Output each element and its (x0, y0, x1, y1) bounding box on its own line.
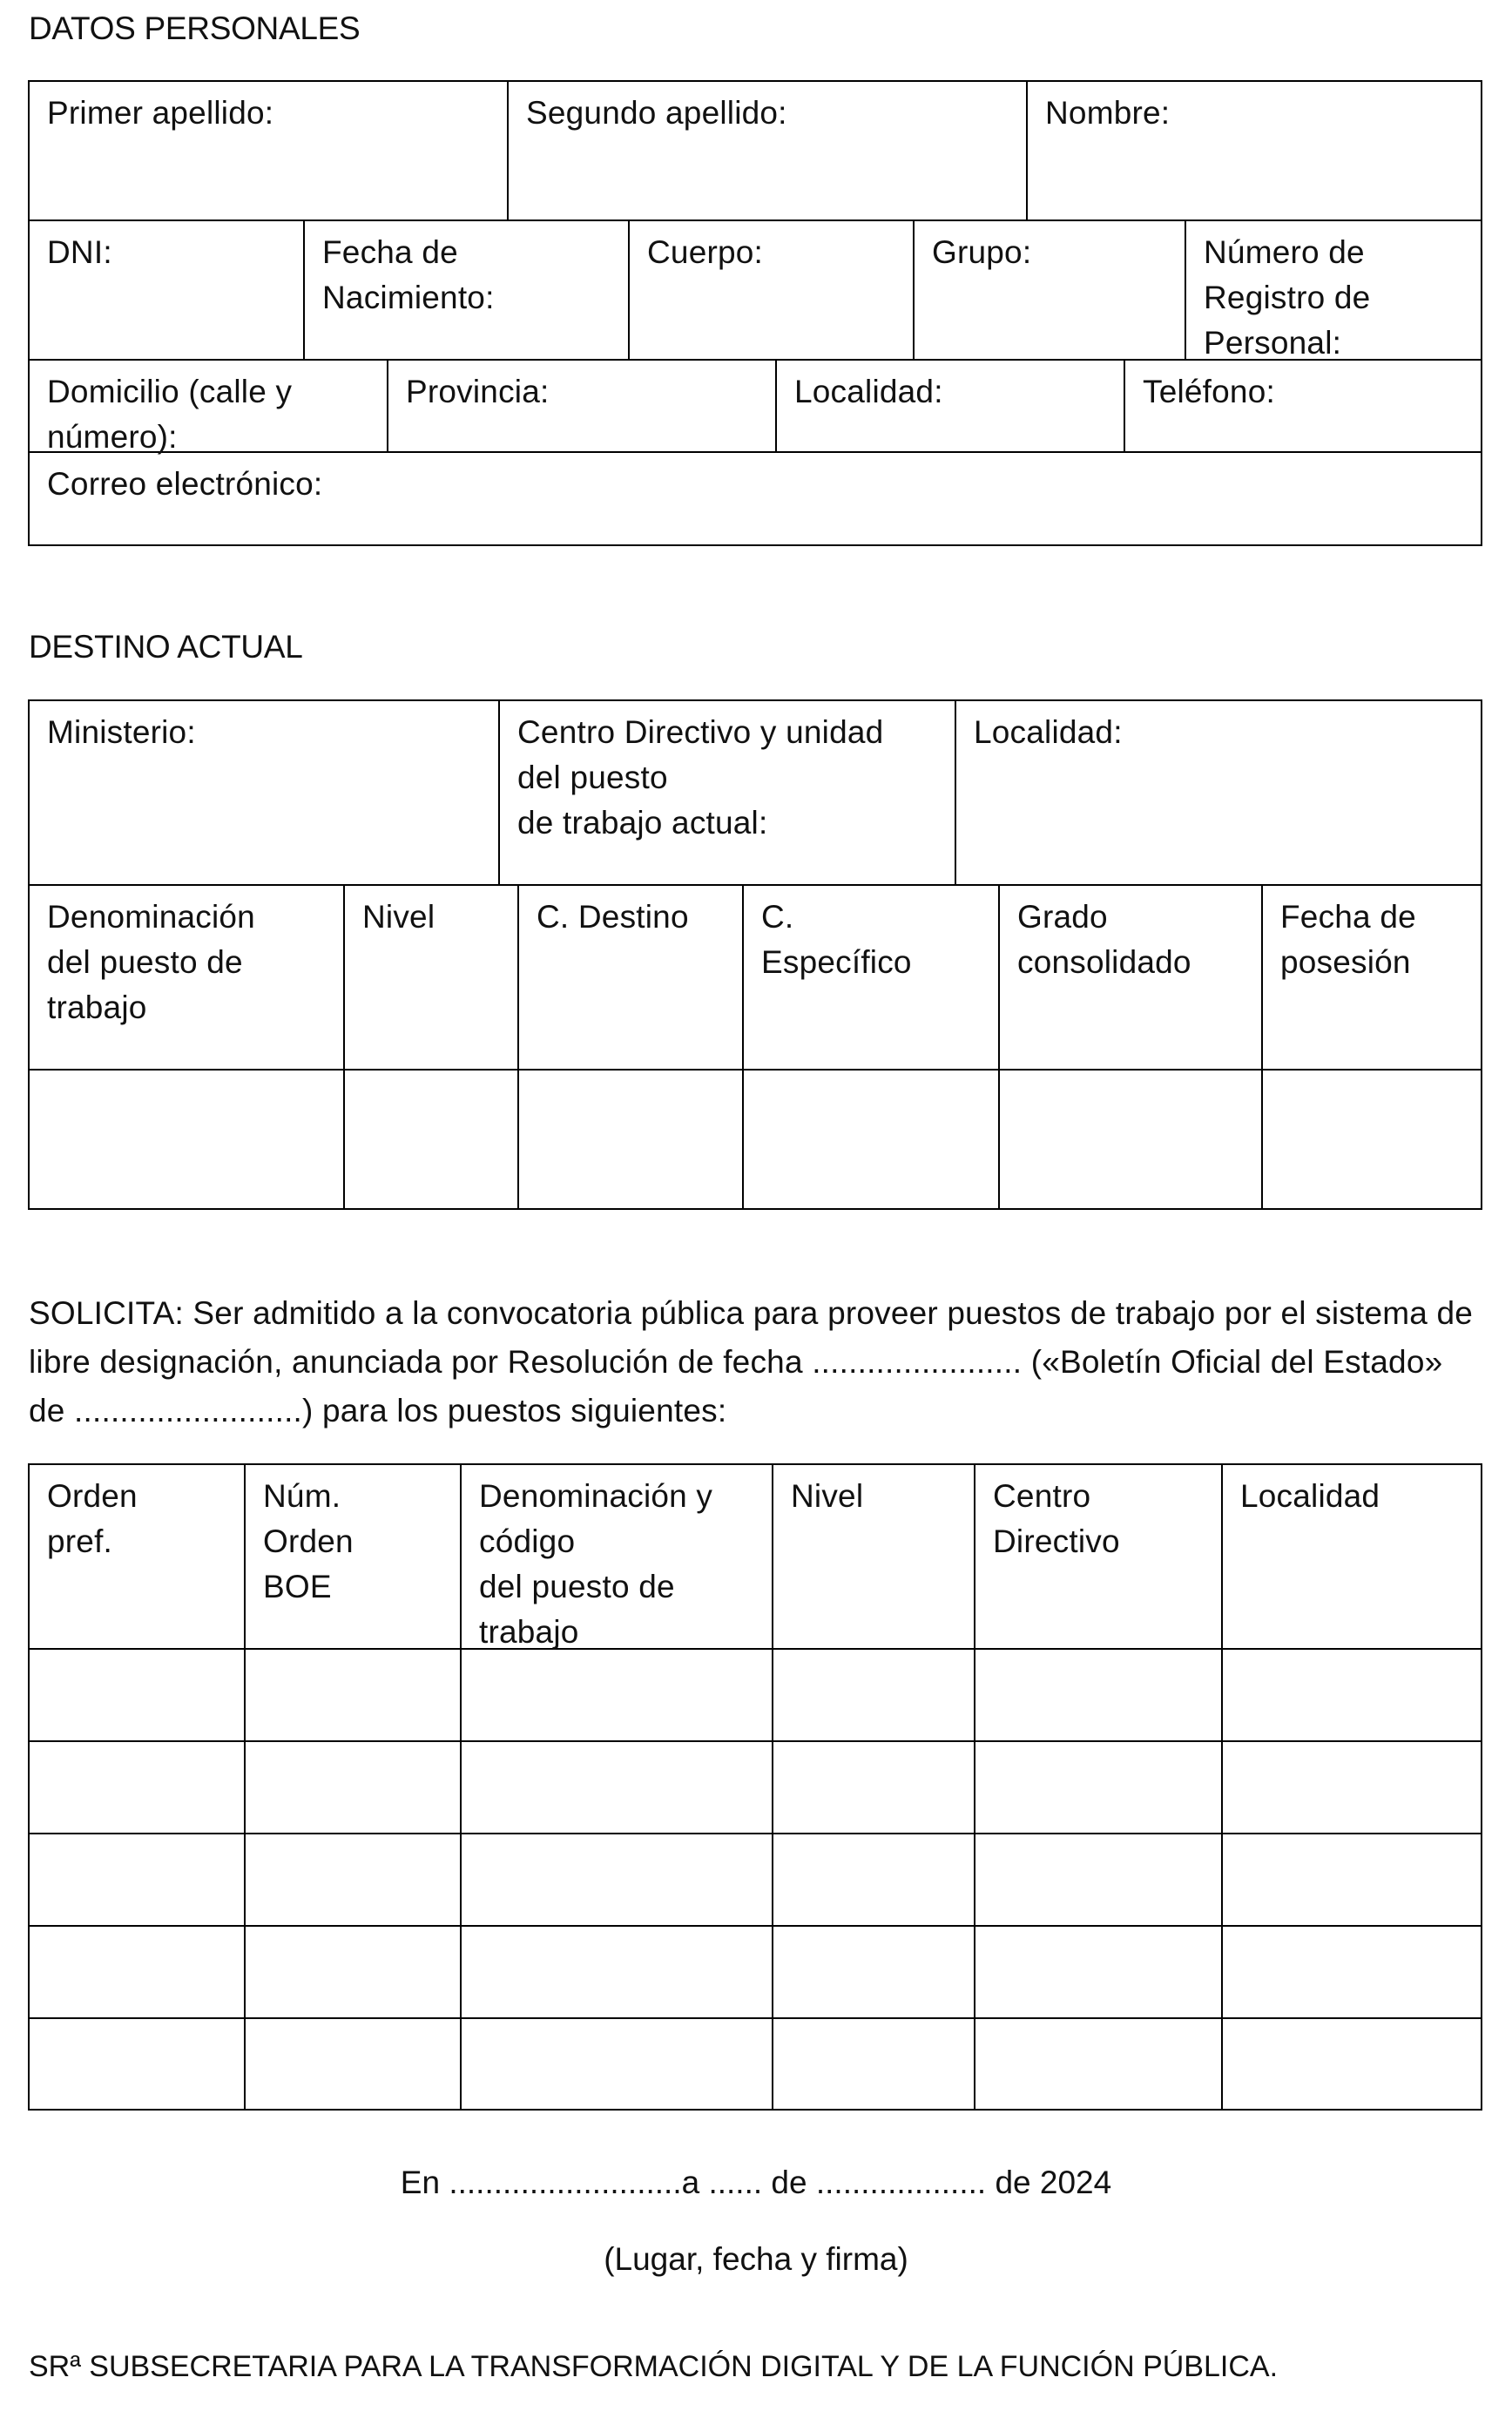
field-telefono[interactable]: Teléfono: (1125, 361, 1482, 453)
section-heading-datos-personales: DATOS PERSONALES (29, 10, 361, 46)
table-cell[interactable] (462, 2019, 773, 2111)
table-cell[interactable] (462, 1927, 773, 2019)
table-cell[interactable] (246, 1650, 462, 1742)
destino-actual-table (28, 699, 1482, 1210)
table-cell[interactable] (30, 1650, 246, 1742)
table-cell[interactable] (30, 1927, 246, 2019)
header-centro-directivo: Centro Directivo (975, 1465, 1223, 1650)
table-cell[interactable] (773, 1834, 975, 1927)
addressee-line: SRª SUBSECRETARIA PARA LA TRANSFORMACIÓN DIGITAL Y DE LA FUNCIÓN PÚBLICA. (29, 2350, 1279, 2383)
table-cell[interactable] (30, 1834, 246, 1927)
table-cell[interactable] (246, 2019, 462, 2111)
field-localidad[interactable]: Localidad: (777, 361, 1125, 453)
field-localidad-destino[interactable]: Localidad: (956, 701, 1482, 886)
field-nombre[interactable]: Nombre: (1028, 82, 1482, 221)
table-cell[interactable] (975, 1742, 1223, 1834)
header-num-orden-boe: Núm. Orden BOE (246, 1465, 462, 1650)
signature-date-line[interactable]: En ..........................a ...... de ................... de 2024 (400, 2165, 1112, 2200)
section-heading-destino-actual: DESTINO ACTUAL (29, 629, 303, 665)
field-centro-directivo-unidad[interactable]: Centro Directivo y unidad del puesto de trabajo actual: (500, 701, 956, 886)
table-cell[interactable] (975, 1650, 1223, 1742)
table-cell[interactable] (773, 1650, 975, 1742)
table-cell[interactable] (975, 2019, 1223, 2111)
datos-personales-table (28, 80, 1482, 546)
table-cell[interactable] (462, 1834, 773, 1927)
field-provincia[interactable]: Provincia: (388, 361, 777, 453)
header-c-destino: C. Destino (519, 886, 744, 1071)
header-denominacion-puesto: Denominación del puesto de trabajo (30, 886, 345, 1071)
solicita-paragraph: SOLICITA: Ser admitido a la convocatoria pública para proveer puestos de trabajo por el sistema de libre designación, anunciada por Resolución de fecha ....................... («Boletín Oficial del Estado» de .........................) para los puestos siguientes: (29, 1295, 1474, 1429)
table-cell[interactable] (30, 2019, 246, 2111)
header-denominacion-codigo: Denominación y código del puesto de trabajo (462, 1465, 773, 1650)
field-segundo-apellido[interactable]: Segundo apellido: (509, 82, 1028, 221)
table-cell[interactable] (246, 1742, 462, 1834)
input-denominacion-puesto[interactable] (30, 1071, 345, 1210)
input-fecha-posesion[interactable] (1263, 1071, 1482, 1210)
field-correo-electronico[interactable]: Correo electrónico: (30, 453, 1482, 546)
table-cell[interactable] (1223, 2019, 1482, 2111)
header-c-especifico: C. Específico (744, 886, 1000, 1071)
field-ministerio[interactable]: Ministerio: (30, 701, 500, 886)
header-localidad-puesto: Localidad (1223, 1465, 1482, 1650)
input-c-destino[interactable] (519, 1071, 744, 1210)
table-cell[interactable] (773, 1742, 975, 1834)
signature-caption: (Lugar, fecha y firma) (604, 2241, 908, 2277)
table-cell[interactable] (246, 1834, 462, 1927)
table-cell[interactable] (1223, 1834, 1482, 1927)
table-cell[interactable] (30, 1742, 246, 1834)
table-cell[interactable] (1223, 1742, 1482, 1834)
input-grado-consolidado[interactable] (1000, 1071, 1263, 1210)
field-grupo[interactable]: Grupo: (915, 221, 1186, 361)
header-nivel: Nivel (345, 886, 519, 1071)
table-cell[interactable] (462, 1650, 773, 1742)
field-numero-registro-personal[interactable]: Número de Registro de Personal: (1186, 221, 1482, 361)
header-nivel-puesto: Nivel (773, 1465, 975, 1650)
header-fecha-posesion: Fecha de posesión (1263, 886, 1482, 1071)
field-domicilio[interactable]: Domicilio (calle y número): (30, 361, 388, 453)
field-primer-apellido[interactable]: Primer apellido: (30, 82, 509, 221)
table-cell[interactable] (975, 1834, 1223, 1927)
field-cuerpo[interactable]: Cuerpo: (630, 221, 915, 361)
input-c-especifico[interactable] (744, 1071, 1000, 1210)
field-dni[interactable]: DNI: (30, 221, 305, 361)
table-cell[interactable] (1223, 1927, 1482, 2019)
table-cell[interactable] (246, 1927, 462, 2019)
table-cell[interactable] (462, 1742, 773, 1834)
table-cell[interactable] (975, 1927, 1223, 2019)
header-orden-pref: Orden pref. (30, 1465, 246, 1650)
puestos-table (28, 1463, 1482, 2111)
table-cell[interactable] (773, 2019, 975, 2111)
table-cell[interactable] (1223, 1650, 1482, 1742)
input-nivel[interactable] (345, 1071, 519, 1210)
header-grado-consolidado: Grado consolidado (1000, 886, 1263, 1071)
field-fecha-nacimiento[interactable]: Fecha de Nacimiento: (305, 221, 630, 361)
table-cell[interactable] (773, 1927, 975, 2019)
